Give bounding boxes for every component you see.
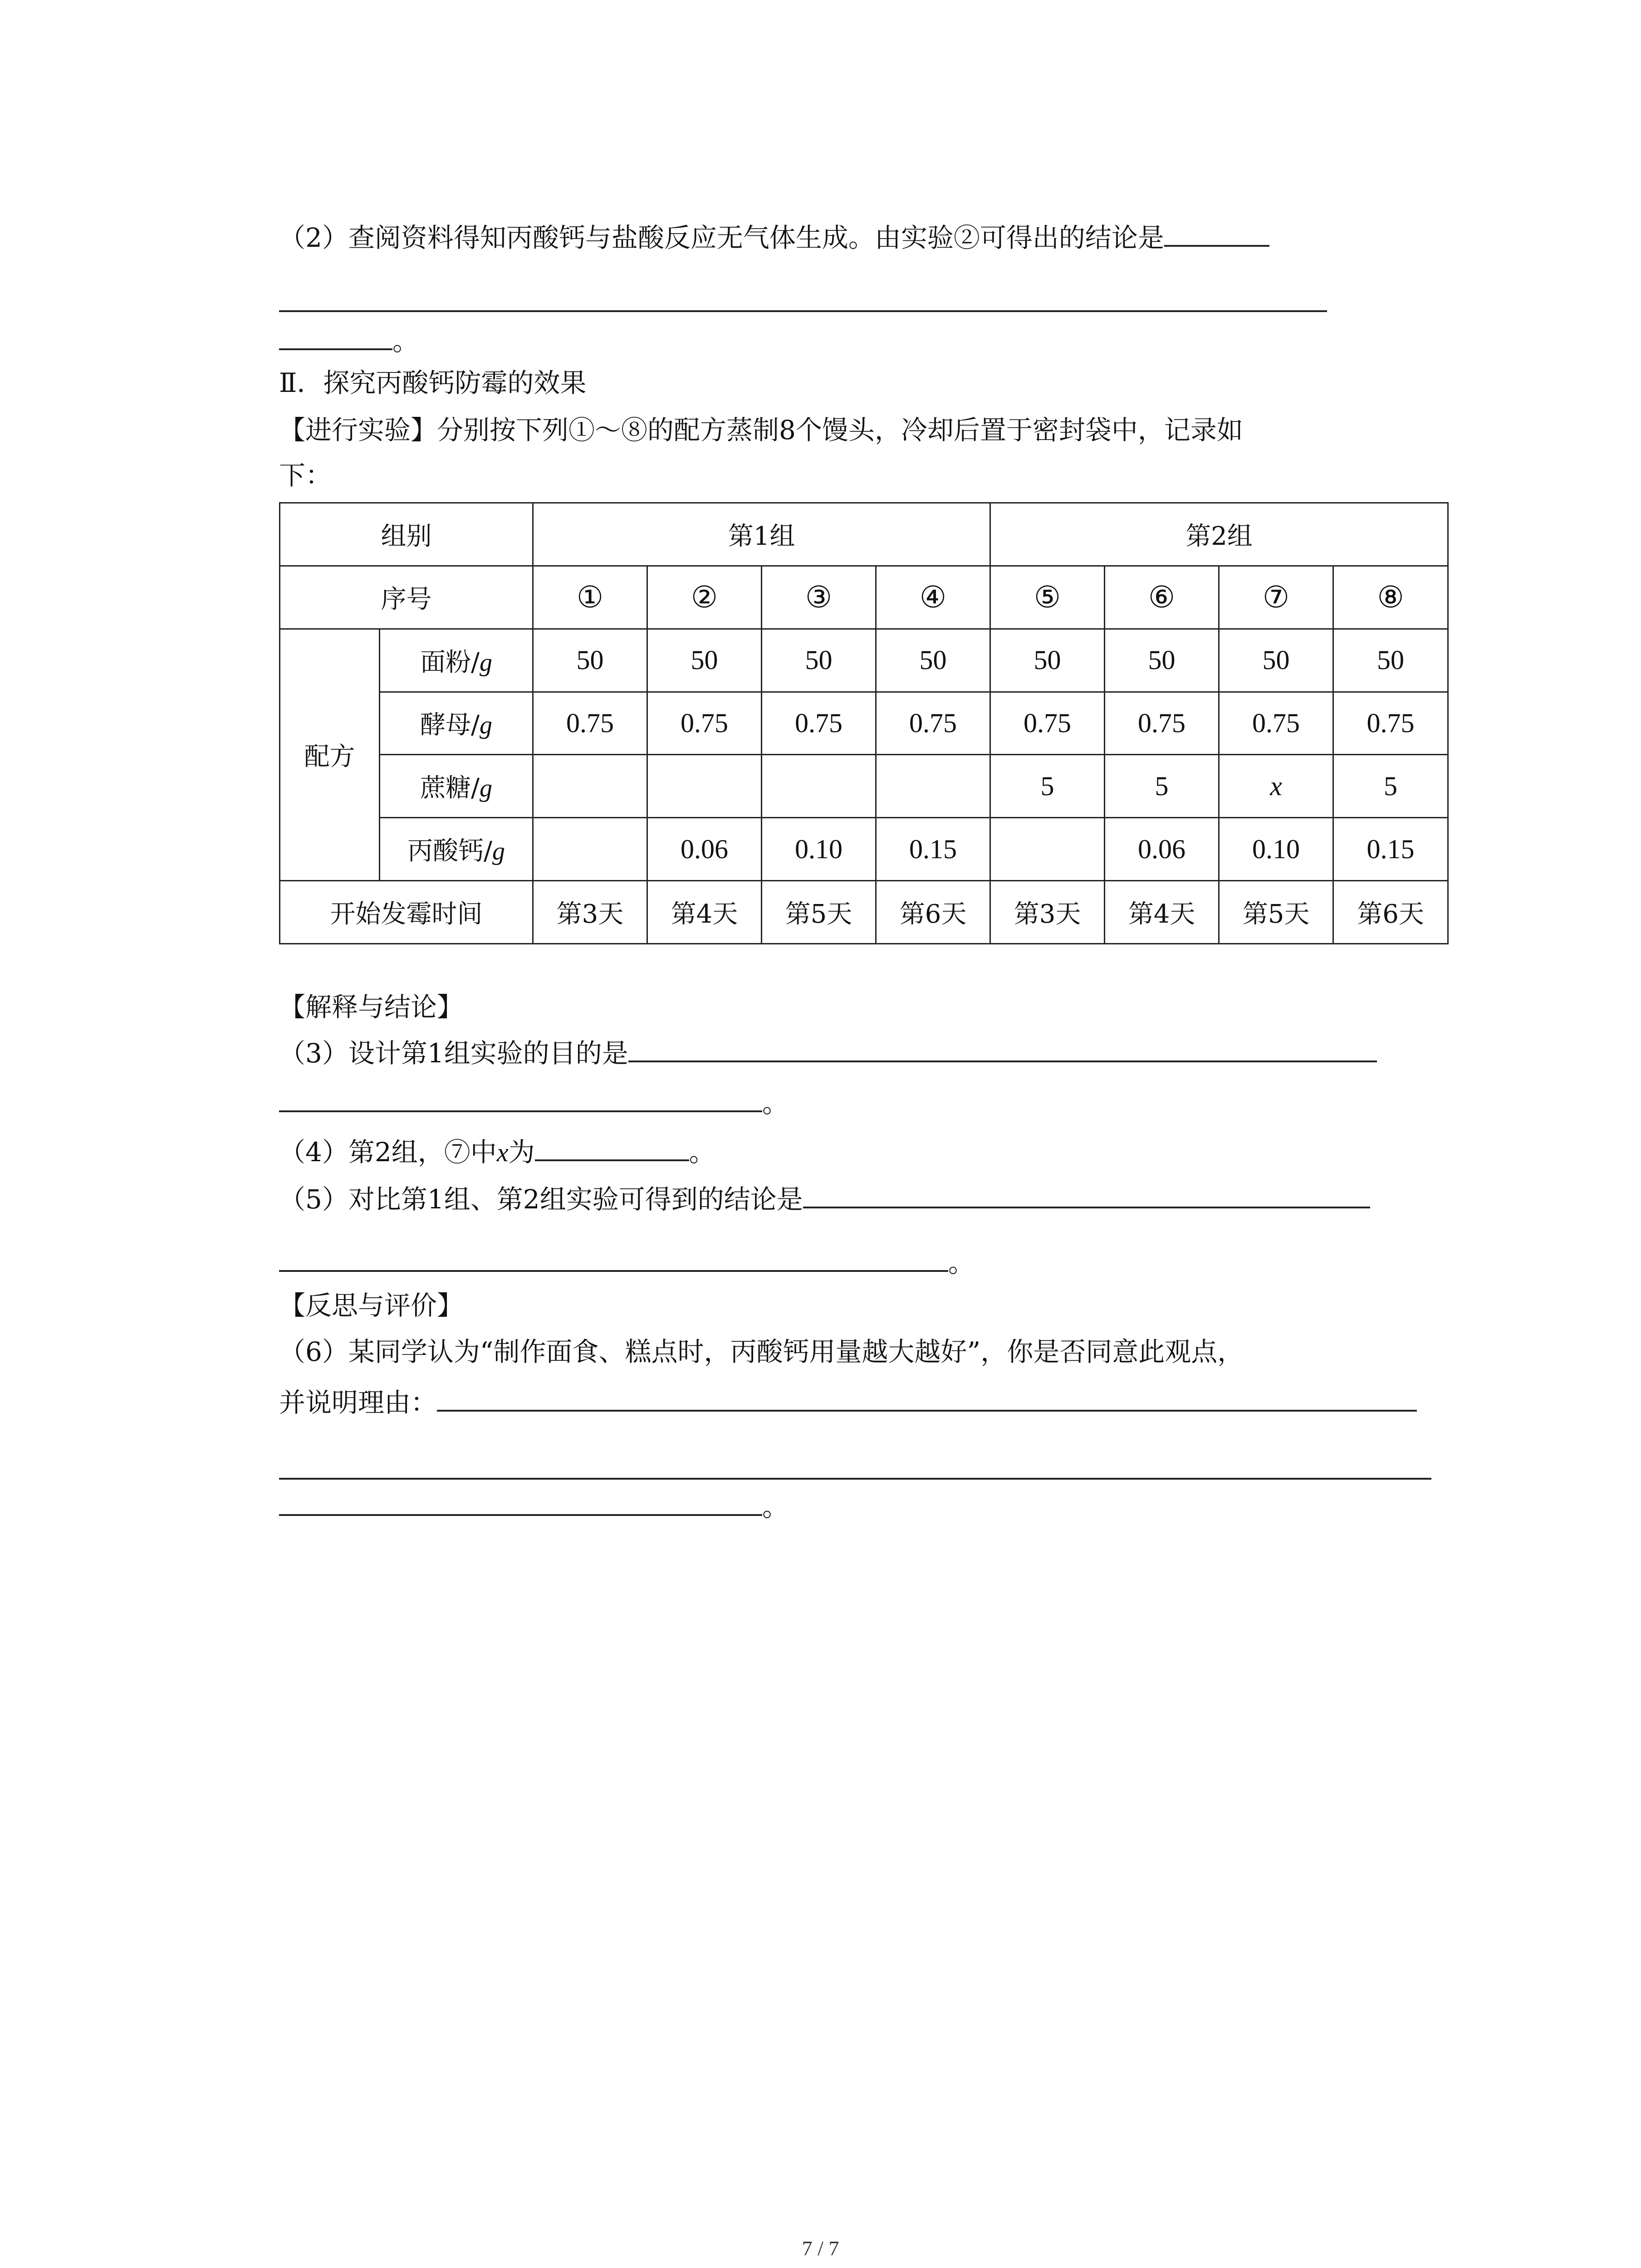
- table-cell: 0.75: [1219, 692, 1333, 755]
- q6-answer-blank-1[interactable]: [437, 1384, 1417, 1412]
- table-cell: 0.75: [1333, 692, 1448, 755]
- q3-text: （3）设计第1组实验的目的是: [279, 1038, 628, 1069]
- table-cell: 0.75: [990, 692, 1105, 755]
- table-cell: 5: [1105, 755, 1219, 818]
- q6-end-mark: 。: [762, 1491, 789, 1522]
- table-cell: 50: [876, 629, 990, 692]
- group2-header: 第2组: [990, 503, 1448, 566]
- q2-answer-blank-2[interactable]: [279, 310, 1327, 312]
- formula-label: 配方: [280, 629, 380, 880]
- experiment-table: [279, 502, 1449, 944]
- table-cell: 50: [990, 629, 1105, 692]
- q2-end-mark: 。: [392, 326, 419, 357]
- q4-end-mark: 。: [689, 1137, 715, 1168]
- table-cell: 50: [762, 629, 876, 692]
- table-cell: 0.15: [1333, 818, 1448, 881]
- q5-line2: [279, 1245, 975, 1280]
- q4-text: （4）第2组，⑦中: [279, 1137, 497, 1168]
- table-cell-variable-x: x: [1219, 755, 1333, 818]
- table-cell: [876, 755, 990, 818]
- table-cell: 5: [1333, 755, 1448, 818]
- seq-cell: ⑥: [1105, 566, 1219, 629]
- q5-text: （5）对比第1组、第2组实验可得到的结论是: [279, 1184, 803, 1215]
- table-cell: 50: [1333, 629, 1448, 692]
- seq-cell: ⑧: [1333, 566, 1448, 629]
- q3-line1: [279, 1035, 1377, 1070]
- header-mold-time: 开始发霉时间: [280, 881, 533, 944]
- table-cell: 0.75: [533, 692, 647, 755]
- conclusion-title: 【解释与结论】: [279, 992, 464, 1022]
- row-label-yeast: 酵母/g: [380, 692, 533, 755]
- table-row-flour: [280, 629, 1448, 692]
- seq-cell: ⑤: [990, 566, 1105, 629]
- q2-answer-blank-1[interactable]: [1164, 220, 1269, 247]
- table-row-calcium-propionate: [280, 818, 1448, 881]
- table-cell: 第6天: [876, 881, 990, 944]
- table-cell: 第5天: [762, 881, 876, 944]
- table-cell: 第3天: [990, 881, 1105, 944]
- table-cell: 第3天: [533, 881, 647, 944]
- table-cell: 0.75: [1105, 692, 1219, 755]
- q6-line2: [279, 1384, 1417, 1420]
- q5-answer-blank-2[interactable]: [279, 1245, 948, 1272]
- table-cell: 50: [533, 629, 647, 692]
- table-cell: 第6天: [1333, 881, 1448, 944]
- header-group: 组别: [280, 503, 533, 566]
- q6-line4: [279, 1489, 789, 1524]
- page-number: 7 / 7: [802, 2237, 839, 2260]
- table-cell: 第5天: [1219, 881, 1333, 944]
- table-cell: 50: [1105, 629, 1219, 692]
- reflection-title: 【反思与评价】: [279, 1290, 464, 1321]
- table-cell: 0.75: [876, 692, 990, 755]
- seq-cell: ⑦: [1219, 566, 1333, 629]
- row-label-calcium-propionate: 丙酸钙/g: [380, 818, 533, 881]
- table-cell: 5: [990, 755, 1105, 818]
- table-cell: 0.10: [762, 818, 876, 881]
- q4-line: [279, 1134, 715, 1170]
- q6-answer-blank-3[interactable]: [279, 1489, 762, 1516]
- seq-cell: ②: [647, 566, 762, 629]
- table-cell: [533, 818, 647, 881]
- table-cell: [990, 818, 1105, 881]
- header-seq: 序号: [280, 566, 533, 629]
- table-cell: 第4天: [647, 881, 762, 944]
- seq-cell: ④: [876, 566, 990, 629]
- table-cell: 第4天: [1105, 881, 1219, 944]
- q5-line1: [279, 1181, 1370, 1217]
- table-cell: [647, 755, 762, 818]
- q4-answer-blank[interactable]: [535, 1134, 689, 1161]
- table-row-mold: [280, 881, 1448, 944]
- table-cell: 50: [1219, 629, 1333, 692]
- table-cell: 0.10: [1219, 818, 1333, 881]
- q3-answer-blank-2[interactable]: [279, 1085, 762, 1112]
- table-row-seq: [280, 566, 1448, 629]
- q2-line1: [279, 220, 1269, 255]
- section2-intro-line2: 下：: [279, 460, 332, 491]
- table-cell: 50: [647, 629, 762, 692]
- table-cell: [762, 755, 876, 818]
- q3-line2: [279, 1085, 789, 1120]
- q2-answer-blank-3[interactable]: [279, 323, 392, 350]
- q2-line3: [279, 323, 419, 358]
- table-cell: [533, 755, 647, 818]
- q6-text: 并说明理由：: [279, 1387, 437, 1418]
- q4-variable: x: [496, 1138, 509, 1167]
- table-row-yeast: [280, 692, 1448, 755]
- q2-text: （2）查阅资料得知丙酸钙与盐酸反应无气体生成。由实验②可得出的结论是: [279, 222, 1164, 253]
- section2-intro-line1: 【进行实验】分别按下列①～⑧的配方蒸制8个馒头，冷却后置于密封袋中，记录如: [279, 415, 1243, 445]
- q3-answer-blank-1[interactable]: [628, 1035, 1377, 1062]
- table-cell: 0.75: [762, 692, 876, 755]
- table-cell: 0.06: [647, 818, 762, 881]
- seq-cell: ③: [762, 566, 876, 629]
- table-row-sugar: [280, 755, 1448, 818]
- q6-answer-blank-2[interactable]: [279, 1478, 1431, 1480]
- table-cell: 0.15: [876, 818, 990, 881]
- q4-text-mid: 为: [508, 1137, 535, 1168]
- q3-end-mark: 。: [762, 1088, 789, 1119]
- q5-answer-blank-1[interactable]: [803, 1181, 1370, 1208]
- row-label-sugar: 蔗糖/g: [380, 755, 533, 818]
- seq-cell: ①: [533, 566, 647, 629]
- q6-line1: （6）某同学认为“制作面食、糕点时，丙酸钙用量越大越好”，你是否同意此观点，: [279, 1336, 1244, 1367]
- table-cell: 0.06: [1105, 818, 1219, 881]
- table-row-group: [280, 503, 1448, 566]
- group1-header: 第1组: [533, 503, 990, 566]
- section2-title: Ⅱ．探究丙酸钙防霉的效果: [279, 367, 587, 398]
- table-cell: 0.75: [647, 692, 762, 755]
- q5-end-mark: 。: [948, 1247, 975, 1278]
- row-label-flour: 面粉/g: [380, 629, 533, 692]
